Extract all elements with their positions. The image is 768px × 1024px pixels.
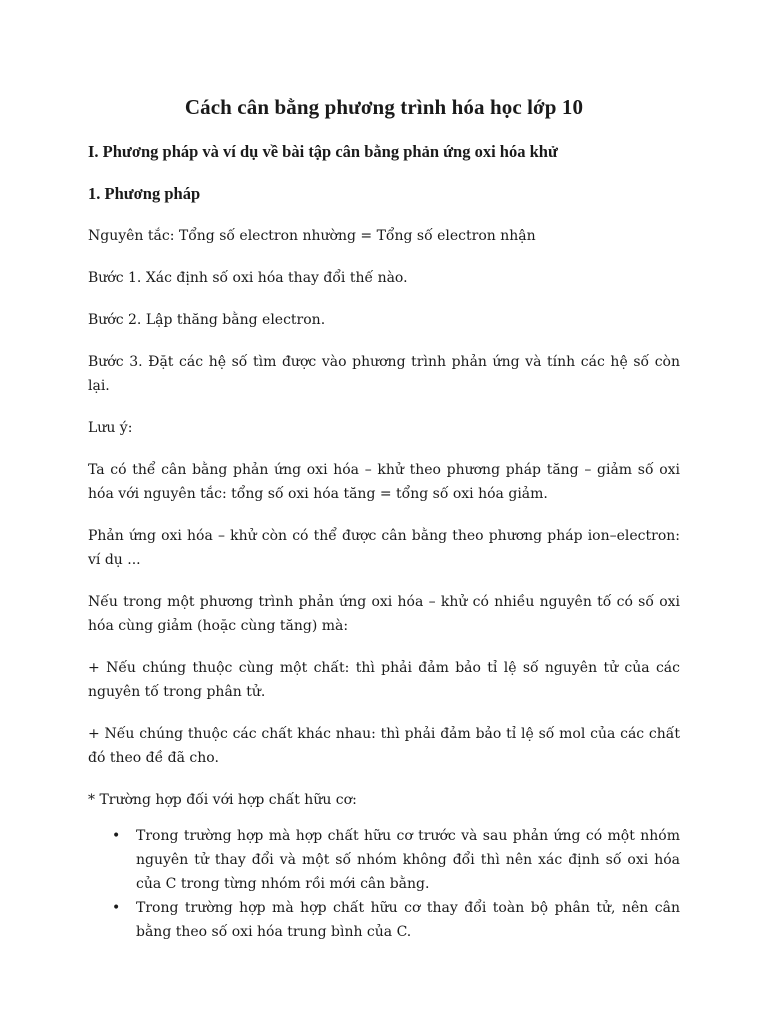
step-3-paragraph: Bước 3. Đặt các hệ số tìm được vào phương trình phản ứng và tính các hệ số còn lại. [88,354,680,394]
organic-case-label: * Trường hợp đối với hợp chất hữu cơ: [88,792,357,808]
list-item [88,824,680,896]
list-item-text: Trong trường hợp mà hợp chất hữu cơ thay đổi toàn bộ phân tử, nên cân bằng theo số oxi hóa trung bình của C. [136,900,680,940]
list-item [88,896,680,944]
subsection-heading: 1. Phương pháp [88,184,201,203]
list-item-text: Trong trường hợp mà hợp chất hữu cơ trước và sau phản ứng có một nhóm nguyên tử thay đổi và một số nhóm không đổi thì nên xác định số oxi hóa của C trong từng nhóm rồi mới cân bằng. [136,828,680,892]
note-paragraph-1: Ta có thể cân bằng phản ứng oxi hóa – khử theo phương pháp tăng – giảm số oxi hóa với nguyên tắc: tổng số oxi hóa tăng = tổng số oxi hóa giảm. [88,462,680,502]
note-paragraph-4: + Nếu chúng thuộc cùng một chất: thì phải đảm bảo tỉ lệ số nguyên tử của các nguyên tố trong phân tử. [88,660,680,700]
note-paragraph-3: Nếu trong một phương trình phản ứng oxi hóa – khử có nhiều nguyên tố có số oxi hóa cùng giảm (hoặc cùng tăng) mà: [88,594,680,634]
document-page [88,92,680,944]
section-heading: I. Phương pháp và ví dụ về bài tập cân bằng phản ứng oxi hóa khử [88,142,558,161]
note-paragraph-5: + Nếu chúng thuộc các chất khác nhau: thì phải đảm bảo tỉ lệ số mol của các chất đó theo đề đã cho. [88,726,680,766]
document-title: Cách cân bằng phương trình hóa học lớp 10 [184,95,584,119]
step-1-paragraph: Bước 1. Xác định số oxi hóa thay đổi thế nào. [88,270,408,286]
bullet-icon: • [112,828,121,844]
bullet-icon: • [112,900,121,916]
note-label: Lưu ý: [88,420,133,436]
principle-paragraph: Nguyên tắc: Tổng số electron nhường = Tổng số electron nhận [88,228,536,244]
organic-case-list [88,824,680,944]
note-paragraph-2: Phản ứng oxi hóa – khử còn có thể được cân bằng theo phương pháp ion–electron: ví dụ ... [88,528,680,568]
step-2-paragraph: Bước 2. Lập thăng bằng electron. [88,312,326,328]
